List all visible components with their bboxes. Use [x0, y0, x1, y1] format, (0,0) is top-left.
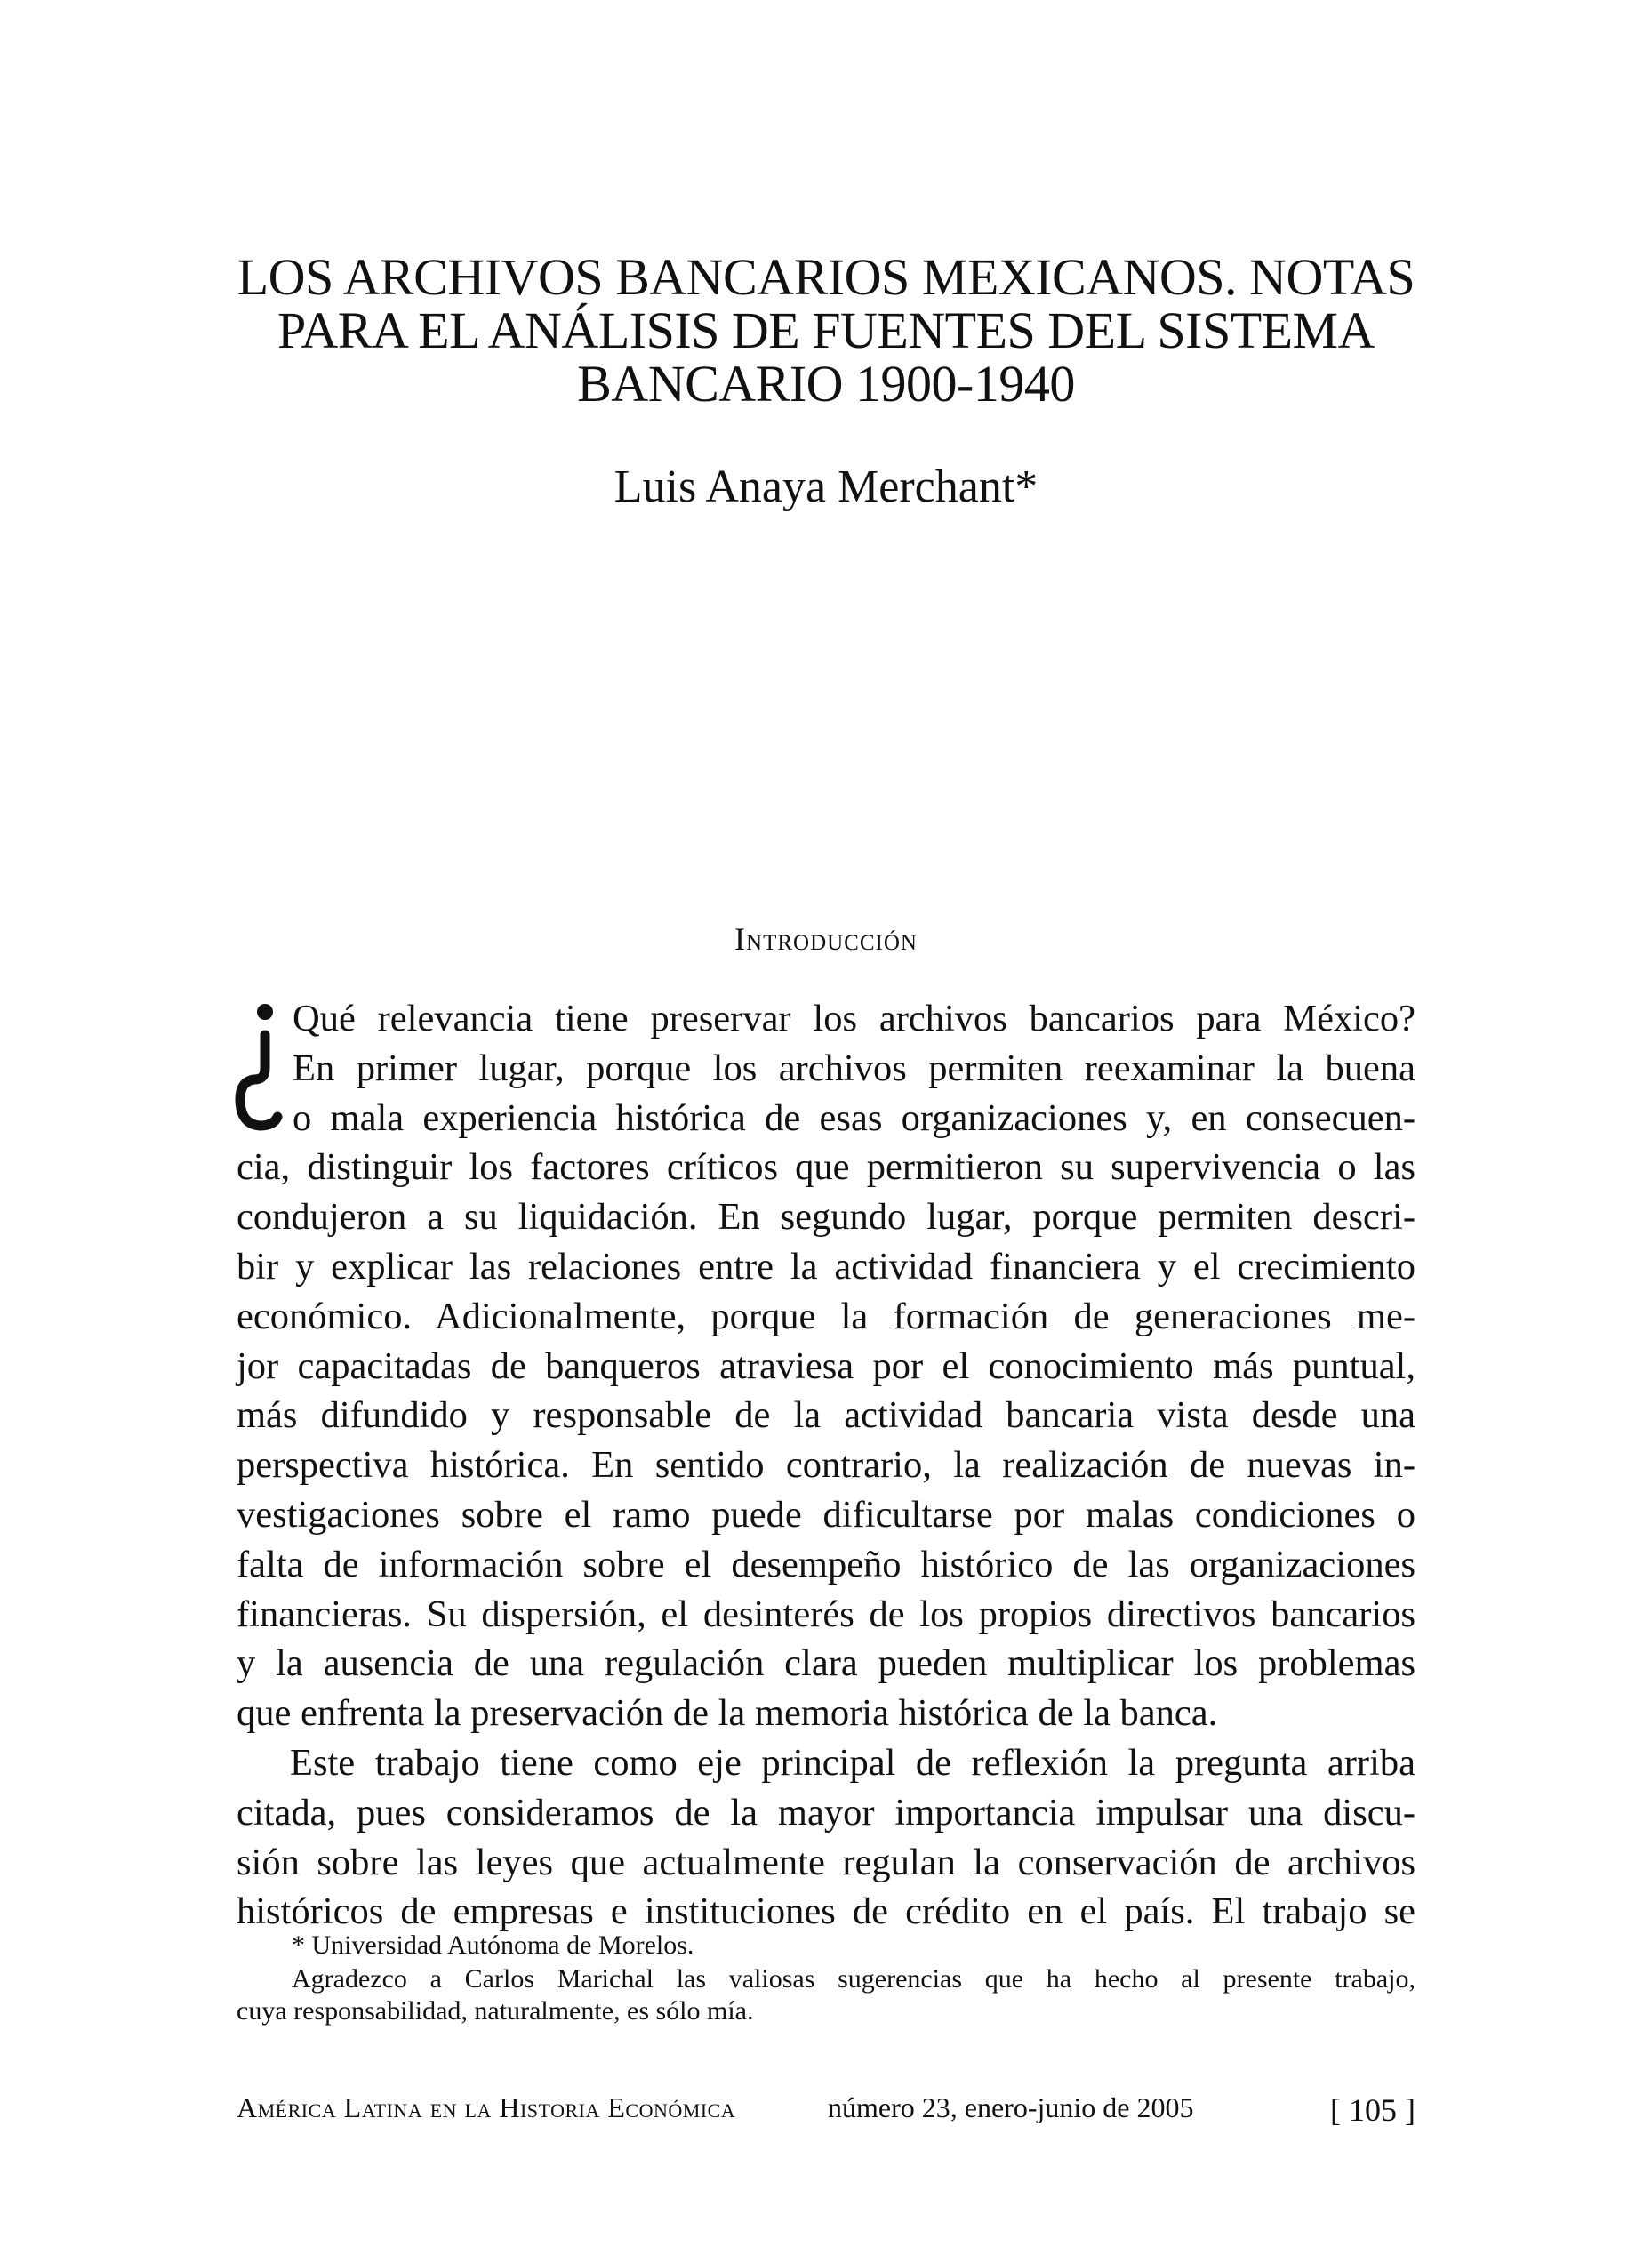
title-line-3: BANCARIO 1900-1940 — [577, 355, 1075, 413]
body-line: y la ausencia de una regulación clara pueden multiplicar los problemas — [237, 1642, 1415, 1685]
body-line: o mala experiencia histórica de esas organizaciones y, en consecuen- — [293, 1096, 1415, 1139]
body-line: bir y explicar las relaciones entre la actividad financiera y el crecimiento — [237, 1245, 1415, 1288]
title-line-1: LOS ARCHIVOS BANCARIOS MEXICANOS. NOTAS — [237, 248, 1415, 306]
body-line: más difundido y responsable de la actividad bancaria vista desde una — [237, 1394, 1415, 1437]
body-line: económico. Adicionalmente, porque la formación de generaciones me- — [237, 1295, 1415, 1337]
page-footer — [237, 2091, 1415, 2131]
body-line: falta de información sobre el desempeño histórico de las organizaciones — [237, 1543, 1415, 1585]
body-line: Qué relevancia tiene preservar los archivos bancarios para México? — [293, 998, 1415, 1039]
footnote-line: cuya responsabilidad, naturalmente, es sólo mía. — [237, 1996, 754, 2026]
title-line-2: PARA EL ANÁLISIS DE FUENTES DEL SISTEMA — [277, 301, 1375, 359]
body-line: perspectiva histórica. En sentido contrario, la realización de nuevas in- — [237, 1444, 1415, 1487]
body-line: que enfrenta la preservación de la memoria histórica de la banca. — [237, 1692, 1218, 1735]
footnote-acknowledgment — [237, 1963, 1415, 2027]
body-line: condujeron a su liquidación. En segundo lugar, porque permiten descri- — [237, 1196, 1415, 1239]
body-text — [237, 994, 1415, 1937]
author-name: Luis Anaya Merchant* — [613, 461, 1039, 512]
journal-name: América Latina en la Historia Económica — [237, 2091, 736, 2123]
section-heading — [0, 920, 1652, 958]
body-line: citada, pues consideramos de la mayor importancia impulsar una discu- — [237, 1791, 1415, 1834]
body-line: vestigaciones sobre el ramo puede dificultarse por malas condiciones o — [237, 1493, 1415, 1536]
body-line: históricos de empresas e instituciones de crédito en el país. El trabajo se — [237, 1890, 1415, 1933]
body-line: financieras. Su dispersión, el desinterés de los propios directivos bancarios — [237, 1593, 1415, 1635]
drop-cap-inverted-question-mark — [235, 999, 285, 1142]
body-line: jor capacitadas de banqueros atraviesa por el conocimiento más puntual, — [237, 1344, 1415, 1387]
page-number: [ 105 ] — [1330, 2092, 1415, 2128]
body-line: cia, distinguir los factores críticos que permitieron su supervivencia o las — [237, 1146, 1415, 1189]
issue-info: número 23, enero-junio de 2005 — [828, 2091, 1194, 2123]
section-heading-text: Introducción — [734, 921, 918, 957]
footnote-line: Agradezco a Carlos Marichal las valiosas sugerencias que ha hecho al presente trabajo, — [292, 1964, 1415, 1994]
body-line: Este trabajo tiene como eje principal de reflexión la pregunta arriba — [290, 1741, 1415, 1784]
body-line: En primer lugar, porque los archivos permiten reexaminar la buena — [293, 1047, 1415, 1089]
footnote-affiliation-text: * Universidad Autónoma de Morelos. — [292, 1930, 694, 1960]
footnote-affiliation — [237, 1930, 1415, 1962]
body-line: sión sobre las leyes que actualmente regulan la conservación de archivos — [237, 1841, 1415, 1883]
